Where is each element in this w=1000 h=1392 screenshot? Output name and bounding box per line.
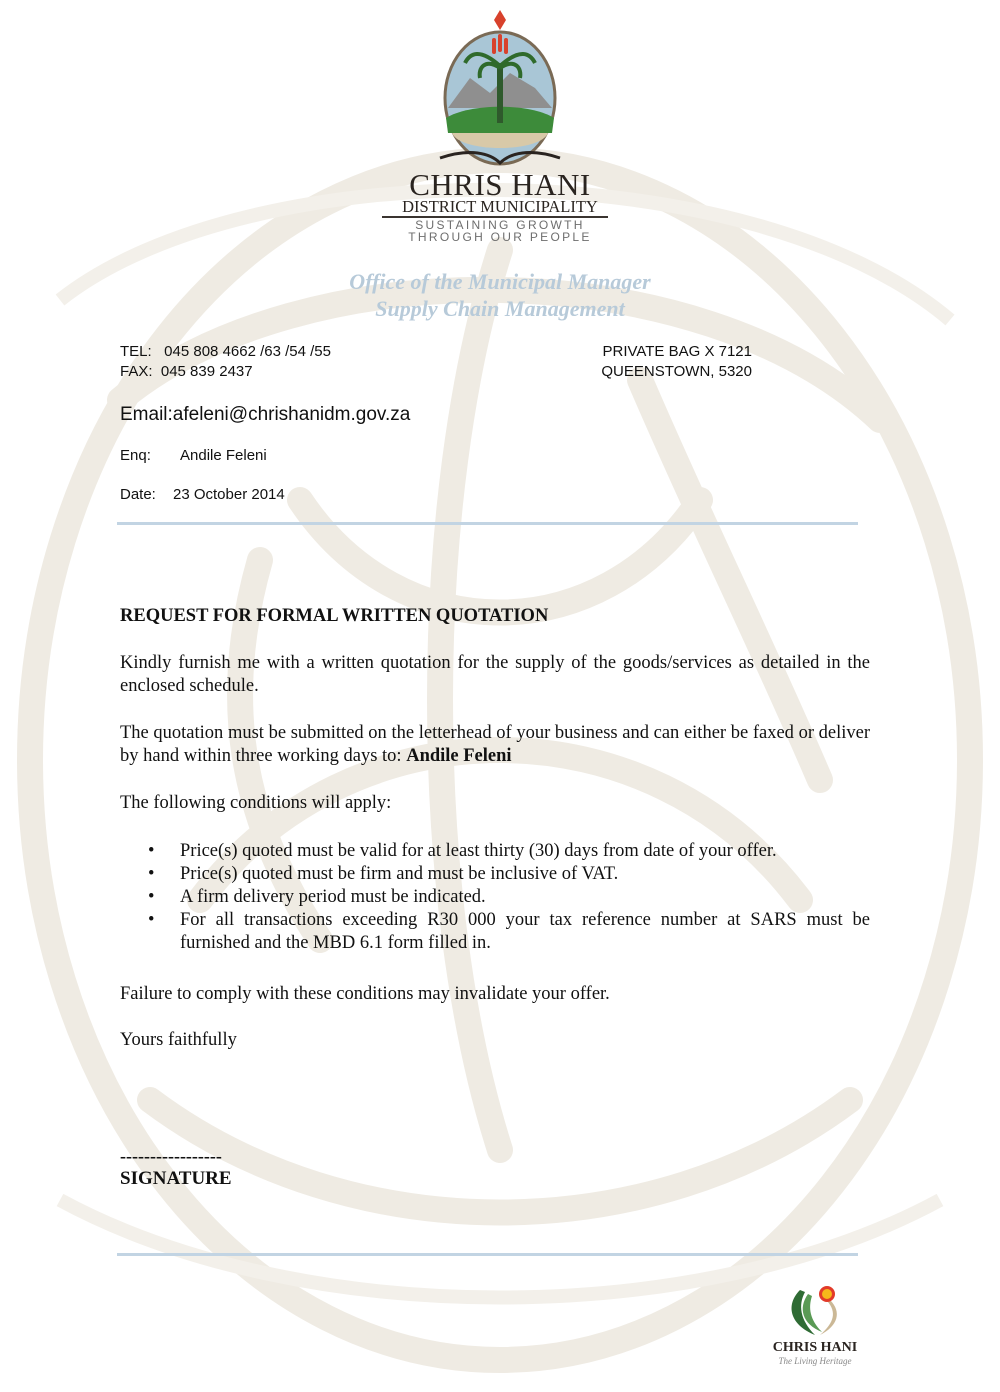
office-line-1: Office of the Municipal Manager (349, 269, 651, 294)
chris-hani-brand-logo (780, 1280, 860, 1340)
signature-label: SIGNATURE (120, 1168, 232, 1189)
closing: Yours faithfully (120, 1030, 237, 1050)
enquiry-label: Enq: (120, 447, 151, 464)
paragraph-conditions-intro: The following conditions will apply: (120, 793, 392, 813)
bullet-icon: • (148, 910, 155, 930)
condition-text: Price(s) quoted must be firm and must be inclusive of VAT. (180, 864, 619, 884)
telephone: TEL: 045 808 4662 /63 /54 /55 (120, 343, 331, 360)
office-line-2: Supply Chain Management (375, 296, 625, 321)
date-row (120, 486, 285, 503)
condition-text: For all transactions exceeding R30 000 your tax reference number at SARS must be furnished and the MBD 6.1 form filled in. (180, 910, 870, 953)
date-value: 23 October 2014 (173, 486, 285, 503)
condition-item (120, 909, 870, 955)
fax: FAX: 045 839 2437 (120, 363, 253, 380)
header-divider (117, 522, 858, 525)
address-block (572, 342, 752, 382)
bullet-icon: • (148, 887, 155, 907)
letter-heading: REQUEST FOR FORMAL WRITTEN QUOTATION (120, 606, 549, 626)
phone-block (120, 342, 331, 382)
address-line-1: PRIVATE BAG X 7121 (602, 343, 752, 360)
submission-recipient: Andile Feleni (406, 746, 512, 766)
paragraph-submission (120, 722, 870, 768)
condition-text: Price(s) quoted must be valid for at least thirty (30) days from date of your offer. (180, 841, 777, 861)
tagline-line-1: SUSTAINING GROWTH (415, 218, 585, 232)
condition-item (120, 886, 870, 909)
enquiry-value: Andile Feleni (180, 447, 267, 464)
organization-name: CHRIS HANI (409, 167, 591, 202)
conditions-list (120, 840, 870, 955)
bullet-icon: • (148, 864, 155, 884)
municipality-crest-logo (430, 8, 570, 168)
paragraph-request: Kindly furnish me with a written quotation for the supply of the goods/services as detailed in the enclosed schedule. (120, 653, 870, 696)
address-line-2: QUEENSTOWN, 5320 (601, 363, 752, 380)
office-heading (250, 268, 750, 322)
enquiry-row (120, 447, 267, 464)
submission-text: The quotation must be submitted on the letterhead of your business and can either be faxed or deliver by hand within three working days to: (120, 723, 870, 766)
paragraph-failure: Failure to comply with these conditions may invalidate your offer. (120, 984, 610, 1004)
footer-divider (117, 1253, 858, 1256)
tagline-line-2: THROUGH OUR PEOPLE (408, 230, 592, 244)
email-address: Email:afeleni@chrishanidm.gov.za (120, 404, 411, 425)
date-label: Date: (120, 486, 156, 503)
condition-text: A firm delivery period must be indicated. (180, 887, 486, 907)
organization-subtitle: DISTRICT MUNICIPALITY (402, 197, 598, 216)
signature-line: ----------------- (120, 1146, 222, 1166)
condition-item (120, 863, 870, 886)
tagline (300, 219, 700, 243)
bullet-icon: • (148, 841, 155, 861)
footer-brand-name: CHRIS HANI (772, 1340, 858, 1355)
footer-brand-tagline: The Living Heritage (778, 1356, 852, 1366)
condition-item (120, 840, 870, 863)
